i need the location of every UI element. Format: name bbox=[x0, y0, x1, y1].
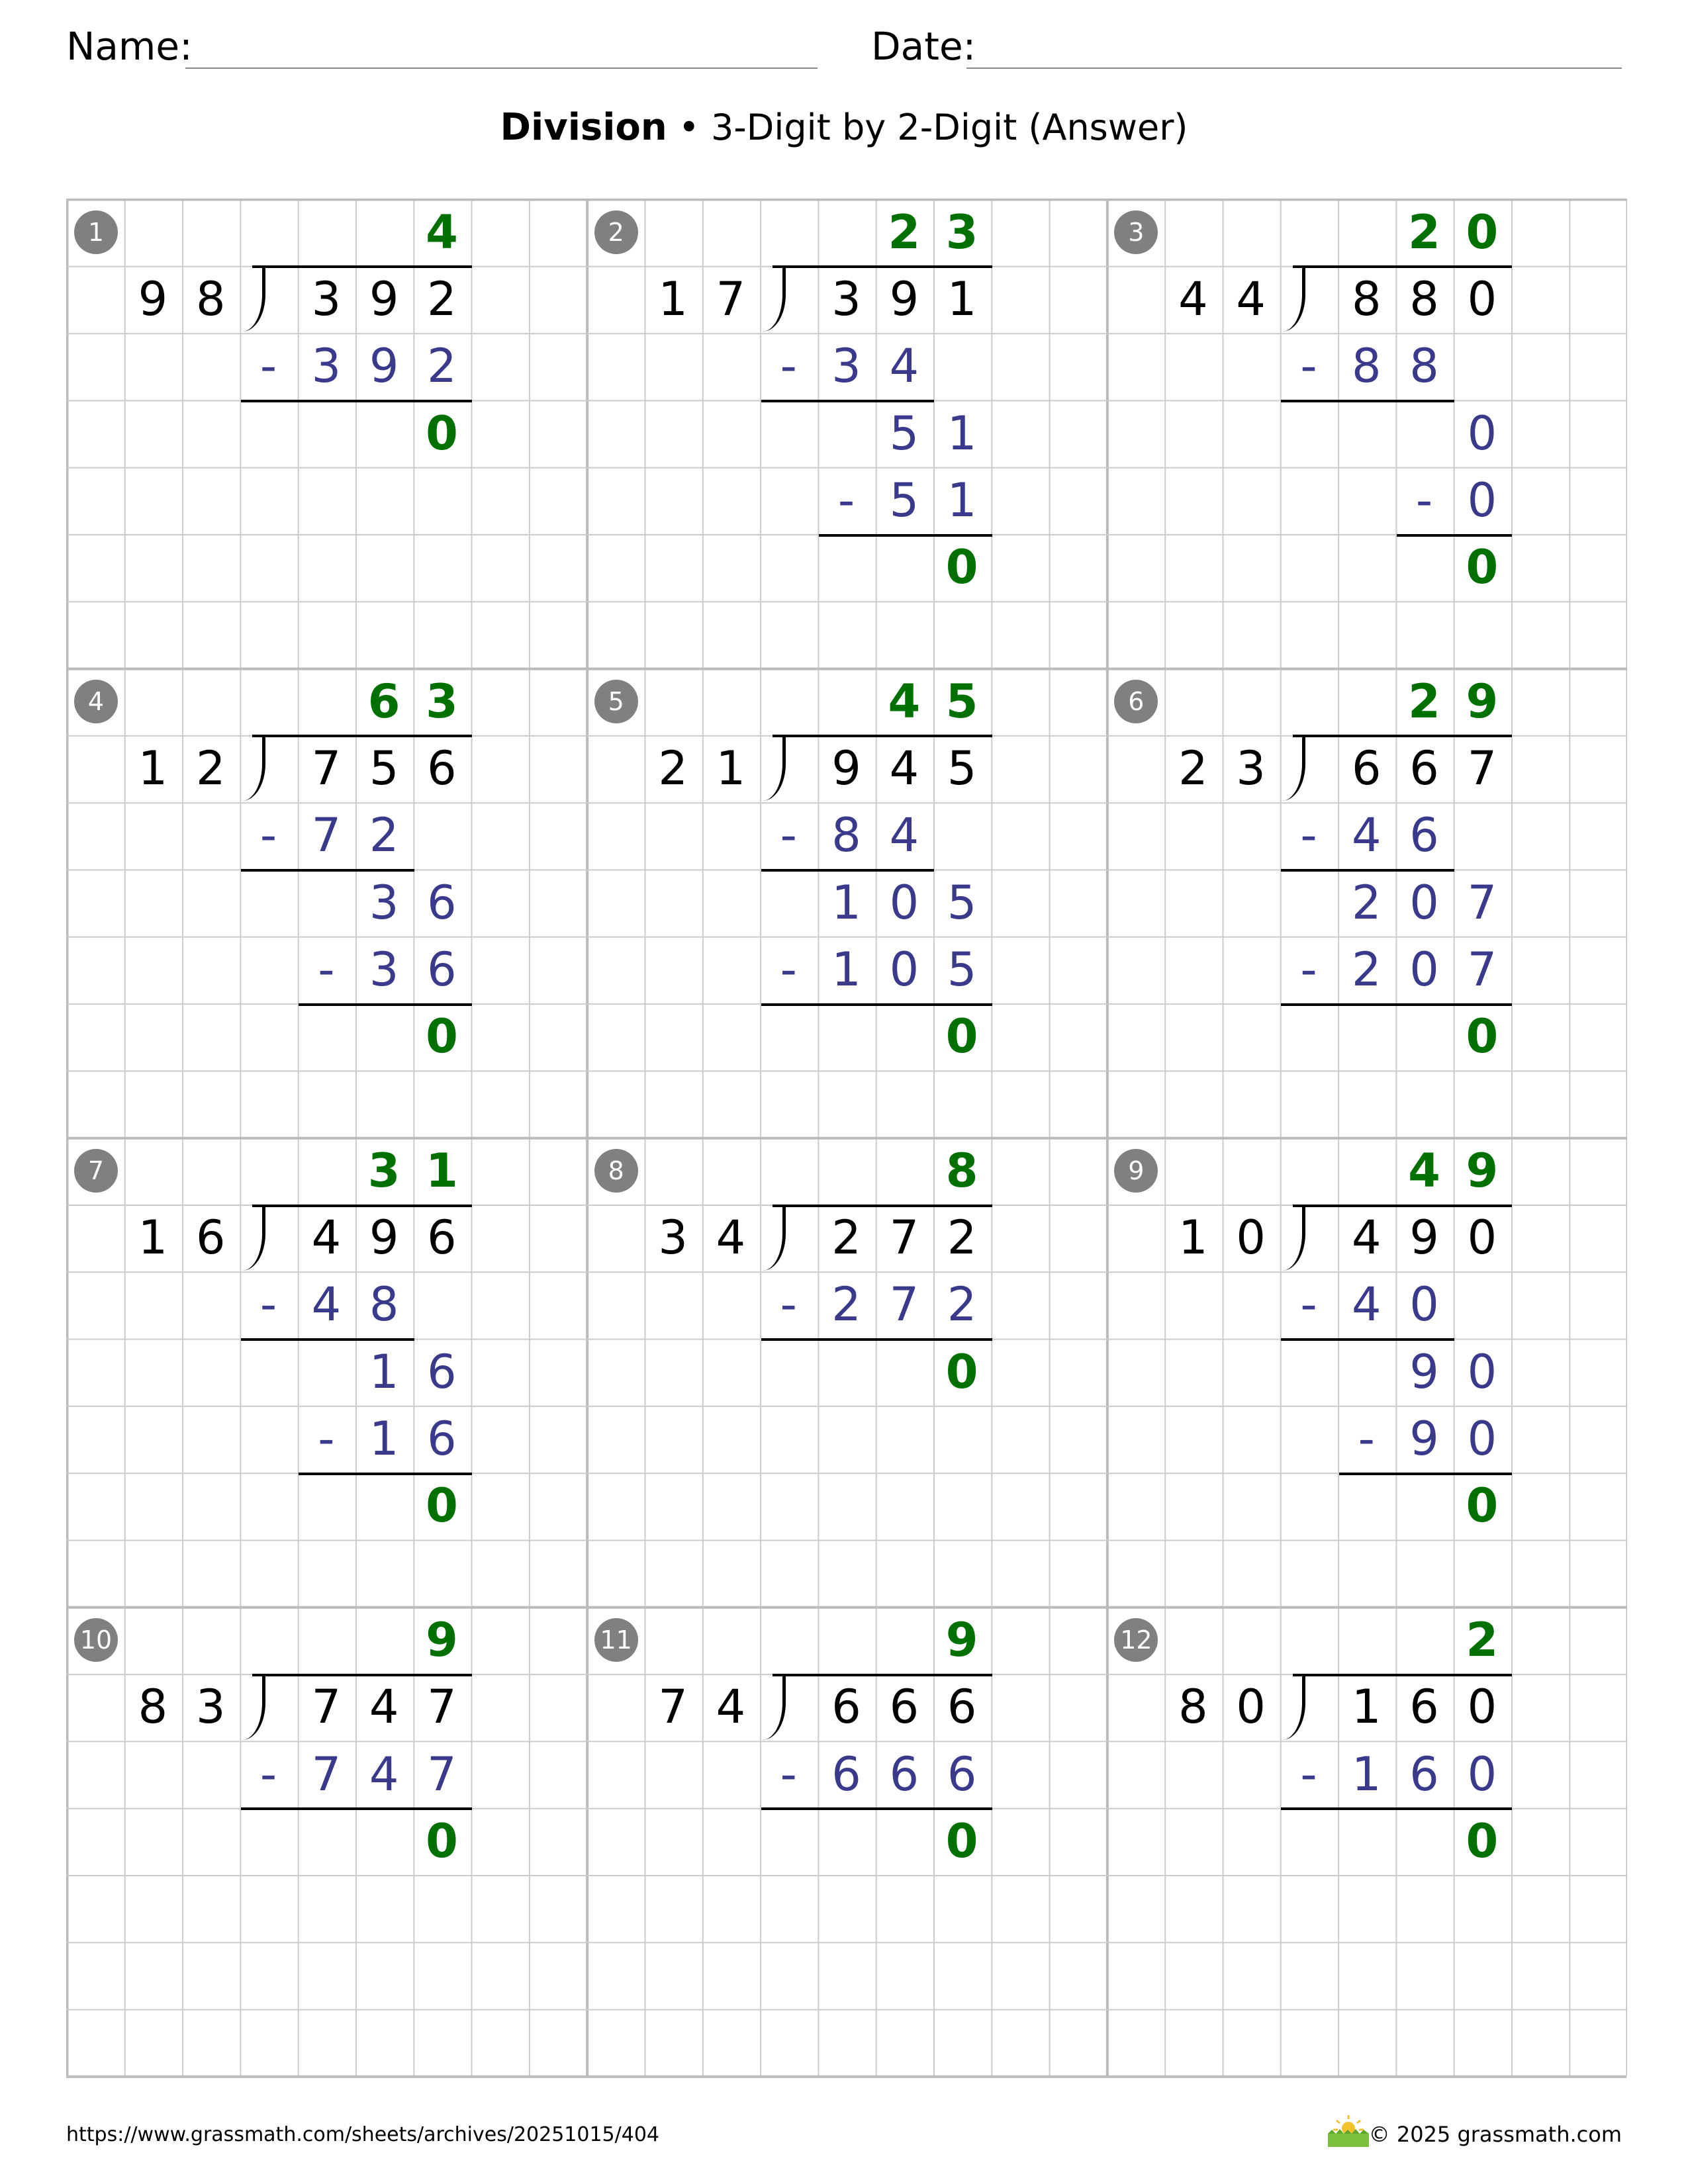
partial-digit: 1 bbox=[947, 406, 977, 461]
quotient-digit: 2 bbox=[1408, 674, 1440, 729]
divisor-digit: 0 bbox=[1236, 1680, 1266, 1735]
quotient-digit: 8 bbox=[945, 1143, 978, 1198]
subtraction-digit: 7 bbox=[311, 808, 342, 863]
title-main: Division bbox=[500, 106, 667, 149]
quotient-digit: 1 bbox=[426, 1143, 458, 1198]
subtraction-digit: 4 bbox=[889, 339, 919, 394]
problem-number-badge: 10 bbox=[74, 1618, 118, 1662]
divisor-digit: 8 bbox=[1178, 1680, 1208, 1735]
subtraction-digit: 1 bbox=[831, 942, 861, 997]
partial-digit: 3 bbox=[369, 875, 399, 930]
subtraction-digit: 4 bbox=[1351, 808, 1382, 863]
divisor-digit: 7 bbox=[716, 271, 746, 326]
divisor-digit: 4 bbox=[716, 1210, 746, 1265]
partial-digit: 9 bbox=[1409, 1344, 1439, 1399]
divisor-digit: 9 bbox=[138, 271, 168, 326]
problem-number-badge: 1 bbox=[74, 210, 118, 254]
subtraction-digit: 5 bbox=[889, 473, 919, 527]
dividend-digit: 5 bbox=[369, 741, 399, 796]
partial-digit: 0 bbox=[1467, 1344, 1497, 1399]
partial-digit: 1 bbox=[369, 1344, 399, 1399]
subtraction-digit: 8 bbox=[1409, 339, 1439, 394]
subtraction-digit: 2 bbox=[427, 339, 457, 394]
subtraction-digit: 6 bbox=[947, 1747, 977, 1801]
subtraction-digit: 6 bbox=[427, 1412, 457, 1467]
date-label: Date: bbox=[871, 24, 976, 69]
minus-sign: - bbox=[318, 1412, 335, 1467]
dividend-digit: 7 bbox=[427, 1680, 457, 1735]
dividend-digit: 6 bbox=[1409, 1680, 1439, 1735]
remainder-digit: 0 bbox=[1466, 1479, 1499, 1533]
minus-sign: - bbox=[1300, 1277, 1317, 1332]
partial-digit: 5 bbox=[947, 875, 977, 930]
dividend-digit: 9 bbox=[889, 271, 919, 326]
minus-sign: - bbox=[780, 942, 797, 997]
subtraction-digit: 8 bbox=[1351, 339, 1382, 394]
minus-sign: - bbox=[780, 808, 797, 863]
divisor-digit: 3 bbox=[1236, 741, 1266, 796]
dividend-digit: 0 bbox=[1467, 271, 1497, 326]
grass-sun-logo-icon bbox=[1325, 2113, 1372, 2151]
quotient-digit: 9 bbox=[1466, 1143, 1499, 1198]
partial-digit: 2 bbox=[1351, 875, 1382, 930]
divisor-digit: 8 bbox=[138, 1680, 168, 1735]
subtraction-digit: 2 bbox=[369, 808, 399, 863]
divisor-digit: 1 bbox=[138, 741, 168, 796]
dividend-digit: 6 bbox=[947, 1680, 977, 1735]
quotient-digit: 2 bbox=[888, 205, 921, 259]
quotient-digit: 9 bbox=[945, 1612, 978, 1667]
quotient-digit: 3 bbox=[426, 674, 458, 729]
subtraction-digit: 6 bbox=[427, 942, 457, 997]
subtraction-digit: 5 bbox=[947, 942, 977, 997]
divisor-digit: 4 bbox=[716, 1680, 746, 1735]
minus-sign: - bbox=[1415, 473, 1433, 527]
quotient-digit: 9 bbox=[426, 1612, 458, 1667]
subtraction-digit: 0 bbox=[1409, 1277, 1439, 1332]
minus-sign: - bbox=[780, 1747, 797, 1801]
dividend-digit: 7 bbox=[311, 1680, 342, 1735]
minus-sign: - bbox=[318, 942, 335, 997]
subtraction-digit: 8 bbox=[831, 808, 861, 863]
subtraction-digit: 4 bbox=[369, 1747, 399, 1801]
dividend-digit: 2 bbox=[831, 1210, 861, 1265]
dividend-digit: 3 bbox=[831, 271, 861, 326]
subtraction-digit: 9 bbox=[369, 339, 399, 394]
dividend-digit: 6 bbox=[831, 1680, 861, 1735]
subtraction-digit: 6 bbox=[1409, 1747, 1439, 1801]
dividend-digit: 7 bbox=[889, 1210, 919, 1265]
subtraction-digit: 4 bbox=[1351, 1277, 1382, 1332]
subtraction-digit: 1 bbox=[947, 473, 977, 527]
subtraction-digit: 7 bbox=[889, 1277, 919, 1332]
dividend-digit: 7 bbox=[311, 741, 342, 796]
quotient-digit: 4 bbox=[426, 205, 458, 259]
dividend-digit: 4 bbox=[1351, 1210, 1382, 1265]
dividend-digit: 6 bbox=[427, 1210, 457, 1265]
subtraction-digit: 0 bbox=[1409, 942, 1439, 997]
name-label: Name: bbox=[66, 24, 193, 69]
dividend-digit: 5 bbox=[947, 741, 977, 796]
divisor-digit: 2 bbox=[1178, 741, 1208, 796]
footer-copyright: © 2025 grassmath.com bbox=[1368, 2122, 1622, 2147]
title-subtitle: • 3-Digit by 2-Digit (Answer) bbox=[667, 107, 1188, 148]
dividend-digit: 9 bbox=[1409, 1210, 1439, 1265]
minus-sign: - bbox=[259, 808, 277, 863]
dividend-digit: 4 bbox=[889, 741, 919, 796]
quotient-digit: 3 bbox=[945, 205, 978, 259]
subtraction-digit: 0 bbox=[889, 942, 919, 997]
problem-number-badge: 2 bbox=[594, 210, 638, 254]
subtraction-digit: 2 bbox=[831, 1277, 861, 1332]
remainder-digit: 0 bbox=[945, 1344, 978, 1399]
quotient-digit: 0 bbox=[1466, 205, 1499, 259]
partial-digit: 6 bbox=[427, 875, 457, 930]
dividend-digit: 2 bbox=[427, 271, 457, 326]
dividend-digit: 4 bbox=[311, 1210, 342, 1265]
subtraction-digit: 4 bbox=[311, 1277, 342, 1332]
subtraction-line bbox=[1281, 400, 1454, 402]
subtraction-digit: 7 bbox=[311, 1747, 342, 1801]
problem-number-badge: 5 bbox=[594, 680, 638, 723]
remainder-digit: 0 bbox=[426, 1479, 458, 1533]
dividend-digit: 6 bbox=[889, 1680, 919, 1735]
divisor-digit: 2 bbox=[195, 741, 226, 796]
partial-digit: 7 bbox=[1467, 875, 1497, 930]
subtraction-digit: 1 bbox=[369, 1412, 399, 1467]
minus-sign: - bbox=[1358, 1412, 1375, 1467]
subtraction-digit: 9 bbox=[1409, 1412, 1439, 1467]
minus-sign: - bbox=[259, 1277, 277, 1332]
dividend-digit: 3 bbox=[311, 271, 342, 326]
remainder-digit: 0 bbox=[426, 406, 458, 461]
remainder-digit: 0 bbox=[945, 1813, 978, 1868]
problem-number-badge: 11 bbox=[594, 1618, 638, 1662]
minus-sign: - bbox=[1300, 339, 1317, 394]
divisor-digit: 2 bbox=[658, 741, 688, 796]
subtraction-digit: 0 bbox=[1467, 473, 1497, 527]
minus-sign: - bbox=[1300, 1747, 1317, 1801]
quotient-digit: 3 bbox=[367, 1143, 400, 1198]
dividend-digit: 0 bbox=[1467, 1210, 1497, 1265]
subtraction-digit: 6 bbox=[831, 1747, 861, 1801]
partial-digit: 5 bbox=[889, 406, 919, 461]
subtraction-digit: 3 bbox=[369, 942, 399, 997]
dividend-digit: 1 bbox=[947, 271, 977, 326]
minus-sign: - bbox=[780, 339, 797, 394]
dividend-digit: 7 bbox=[1467, 741, 1497, 796]
problem-number-badge: 6 bbox=[1114, 680, 1158, 723]
divisor-digit: 3 bbox=[195, 1680, 226, 1735]
minus-sign: - bbox=[1300, 942, 1317, 997]
dividend-digit: 8 bbox=[1409, 271, 1439, 326]
divisor-digit: 1 bbox=[716, 741, 746, 796]
quotient-digit: 2 bbox=[1466, 1612, 1499, 1667]
subtraction-digit: 8 bbox=[369, 1277, 399, 1332]
dividend-digit: 9 bbox=[369, 271, 399, 326]
partial-digit: 1 bbox=[831, 875, 861, 930]
minus-sign: - bbox=[780, 1277, 797, 1332]
divisor-digit: 0 bbox=[1236, 1210, 1266, 1265]
divisor-digit: 8 bbox=[195, 271, 226, 326]
dividend-digit: 0 bbox=[1467, 1680, 1497, 1735]
dividend-digit: 6 bbox=[427, 741, 457, 796]
dividend-digit: 1 bbox=[1351, 1680, 1382, 1735]
remainder-digit: 0 bbox=[1466, 540, 1499, 595]
problem-number-badge: 3 bbox=[1114, 210, 1158, 254]
problem-number-badge: 7 bbox=[74, 1149, 118, 1193]
quotient-digit: 6 bbox=[367, 674, 400, 729]
dividend-digit: 8 bbox=[1351, 271, 1382, 326]
divisor-digit: 7 bbox=[658, 1680, 688, 1735]
divisor-digit: 1 bbox=[1178, 1210, 1208, 1265]
footer-url: https://www.grassmath.com/sheets/archives/20251015/404 bbox=[66, 2123, 660, 2146]
remainder-digit: 0 bbox=[426, 1813, 458, 1868]
quotient-digit: 4 bbox=[1408, 1143, 1440, 1198]
quotient-digit: 5 bbox=[945, 674, 978, 729]
remainder-digit: 0 bbox=[426, 1009, 458, 1064]
remainder-digit: 0 bbox=[1466, 1813, 1499, 1868]
minus-sign: - bbox=[837, 473, 855, 527]
subtraction-digit: 6 bbox=[889, 1747, 919, 1801]
divisor-digit: 3 bbox=[658, 1210, 688, 1265]
subtraction-digit: 4 bbox=[889, 808, 919, 863]
subtraction-digit: 1 bbox=[1351, 1747, 1382, 1801]
quotient-digit: 9 bbox=[1466, 674, 1499, 729]
divisor-digit: 6 bbox=[195, 1210, 226, 1265]
dividend-digit: 6 bbox=[1351, 741, 1382, 796]
divisor-digit: 4 bbox=[1236, 271, 1266, 326]
quotient-digit: 4 bbox=[888, 674, 921, 729]
remainder-digit: 0 bbox=[945, 540, 978, 595]
partial-digit: 0 bbox=[889, 875, 919, 930]
divisor-digit: 1 bbox=[658, 271, 688, 326]
subtraction-digit: 3 bbox=[311, 339, 342, 394]
minus-sign: - bbox=[1300, 808, 1317, 863]
subtraction-digit: 0 bbox=[1467, 1747, 1497, 1801]
dividend-digit: 9 bbox=[831, 741, 861, 796]
minus-sign: - bbox=[259, 1747, 277, 1801]
subtraction-digit: 3 bbox=[831, 339, 861, 394]
minus-sign: - bbox=[259, 339, 277, 394]
dividend-digit: 2 bbox=[947, 1210, 977, 1265]
problem-number-badge: 8 bbox=[594, 1149, 638, 1193]
dividend-digit: 6 bbox=[1409, 741, 1439, 796]
partial-digit: 6 bbox=[427, 1344, 457, 1399]
problem-number-badge: 12 bbox=[1114, 1618, 1158, 1662]
divisor-digit: 4 bbox=[1178, 271, 1208, 326]
dividend-digit: 4 bbox=[369, 1680, 399, 1735]
subtraction-digit: 7 bbox=[427, 1747, 457, 1801]
remainder-digit: 0 bbox=[945, 1009, 978, 1064]
remainder-digit: 0 bbox=[1466, 1009, 1499, 1064]
divisor-digit: 1 bbox=[138, 1210, 168, 1265]
subtraction-digit: 6 bbox=[1409, 808, 1439, 863]
subtraction-digit: 0 bbox=[1467, 1412, 1497, 1467]
date-line bbox=[966, 68, 1622, 69]
subtraction-digit: 2 bbox=[947, 1277, 977, 1332]
partial-digit: 0 bbox=[1409, 875, 1439, 930]
subtraction-digit: 7 bbox=[1467, 942, 1497, 997]
name-line bbox=[185, 68, 818, 69]
worksheet-title bbox=[0, 106, 1688, 149]
problem-number-badge: 4 bbox=[74, 680, 118, 723]
subtraction-digit: 2 bbox=[1351, 942, 1382, 997]
problem-number-badge: 9 bbox=[1114, 1149, 1158, 1193]
quotient-digit: 2 bbox=[1408, 205, 1440, 259]
partial-digit: 0 bbox=[1467, 406, 1497, 461]
dividend-digit: 9 bbox=[369, 1210, 399, 1265]
